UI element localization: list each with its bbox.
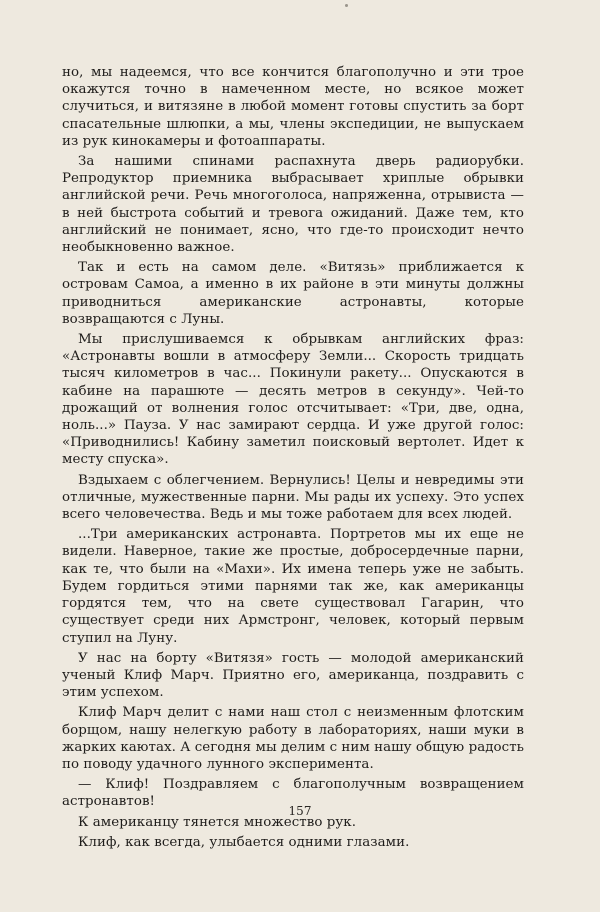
paragraph-10: К американцу тянется множество рук. bbox=[78, 814, 357, 830]
print-speck bbox=[345, 4, 348, 7]
paragraph-3: Так и есть на самом деле. «Витязь» приближается к островам Самоа, а именно в их районе в эти минуты должны приводниться американские астронавты, которые возвращаются с Луны. bbox=[62, 260, 524, 327]
paragraph-2: За нашими спинами распахнута дверь радиорубки. Репродуктор приемника выбрасывает хриплые обрывки английской речи. Речь многоголоса, напряженна, отрывиста — в ней быстрота событий и тревога ожиданий. Даже тем, кто английский не понимает, ясно, что где-то происходит нечто необыкновенно важное. bbox=[62, 154, 524, 256]
paragraph-4: Мы прислушиваемся к обрывкам английских фраз: «Астронавты вошли в атмосферу Земли... Скорость тридцать тысяч километров в час... Покинули ракету... Опускаются в кабине на парашюте — десять метров в секунду». Чей-то дрожащий от волнения голос отсчитывает: «Три, две, одна, ноль...» Пауза. У нас замирают сердца. И уже другой голос: «Приводнились! Кабину заметил поисковый вертолет. Идет к месту спуска». bbox=[62, 332, 524, 468]
paragraph-5: Вздыхаем с облегчением. Вернулись! Целы и невредимы эти отличные, мужественные парни. Мы рады их успеху. Это успех всего человечества. Ведь и мы тоже работаем для всех людей. bbox=[62, 472, 524, 523]
paragraph-6: ...Три американских астронавта. Портретов мы их еще не видели. Наверное, такие же простые, добросердечные парни, как те, что были на «Махи». Их имена теперь уже не забыть. Будем гордиться этими парнями так же, как американцы гордятся тем, что на свете существовал Гагарин, что существует среди них Армстронг, человек, который первым ступил на Луну. bbox=[62, 527, 524, 646]
paragraph-9: — Клиф! Поздравляем с благополучным возвращением астронавтов! bbox=[62, 777, 524, 810]
paragraph-8: Клиф Марч делит с нами наш стол с неизменным флотским борщом, нашу нелегкую работу в лабораториях, наши муки в жарких каютах. А сегодня мы делим с ним нашу общую радость по поводу удачного лунного эксперимента. bbox=[62, 705, 524, 772]
paragraph-11: Клиф, как всегда, улыбается одними глазами. bbox=[78, 834, 410, 850]
paragraph-7: У нас на борту «Витязя» гость — молодой американский ученый Клиф Марч. Приятно его, американца, поздравить с этим успехом. bbox=[62, 650, 524, 701]
page-number: 157 bbox=[288, 804, 312, 818]
paragraph-1: но, мы надеемся, что все кончится благополучно и эти трое окажутся точно в намеченном месте, но всякое может случиться, и витязяне в любой момент готовы спустить за борт спасательные шлюпки, а мы, члены экспедиции, не выпускаем из рук кинокамеры и фотоаппараты. bbox=[62, 65, 524, 149]
body-text bbox=[62, 64, 524, 854]
